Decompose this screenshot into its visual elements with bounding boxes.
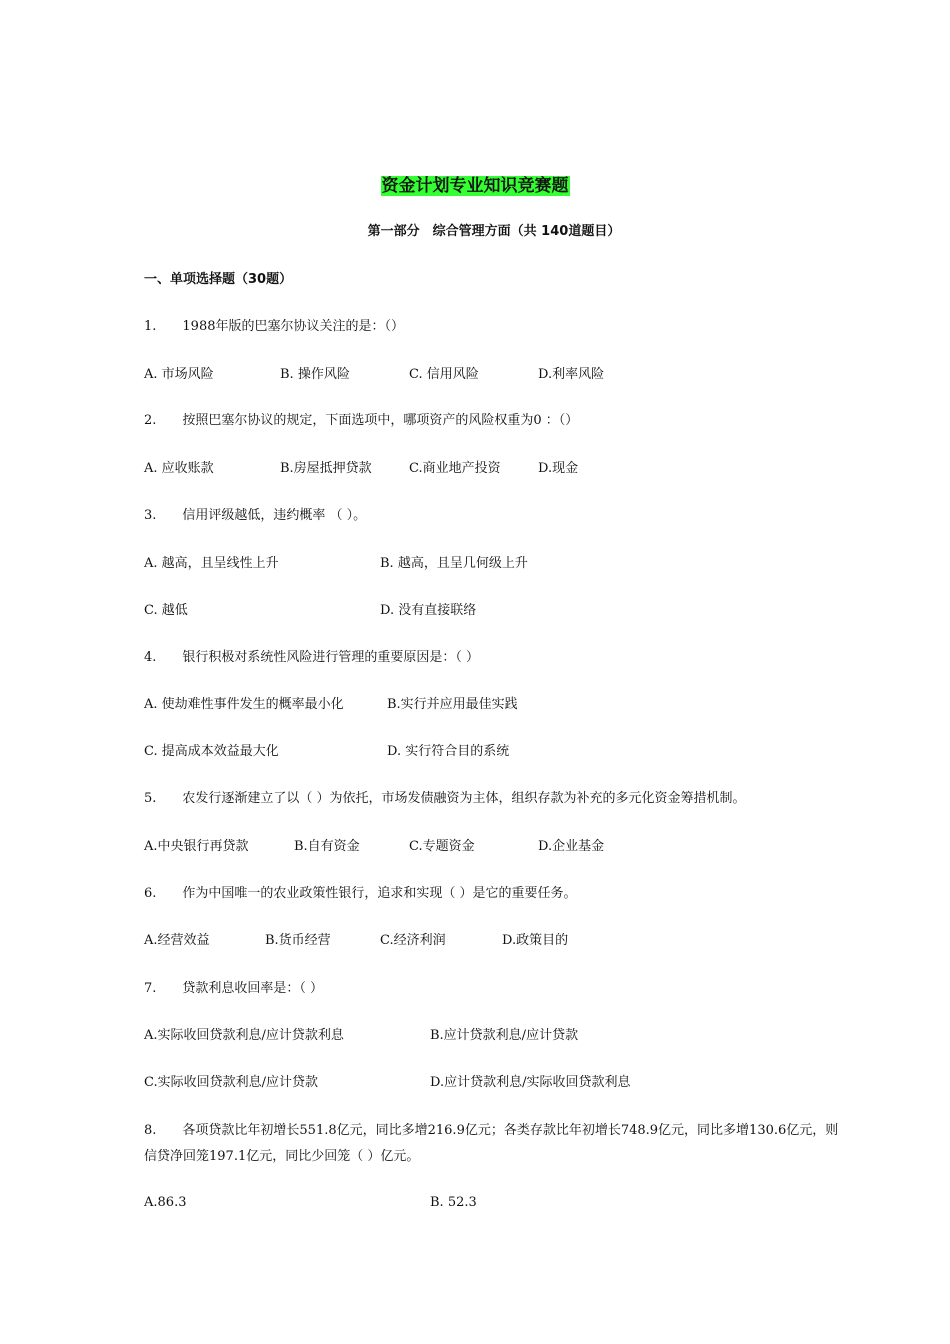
section-heading: 一、单项选择题（30题） (144, 272, 293, 287)
q1-option-b: B. 操作风险 (280, 367, 350, 382)
question-8: 8. 各项贷款比年初增长551.8亿元，同比多增216.9亿元；各类存款比年初增长748.9亿元，同比多增130.6亿元，则信贷净回笼197.1亿元，同比少回笼（ ）亿元。 (144, 1123, 839, 1164)
q6-option-d: D.政策目的 (502, 933, 569, 948)
question-1: 1. 1988年版的巴塞尔协议关注的是：（） (144, 319, 404, 334)
q4-option-b: B.实行并应用最佳实践 (387, 697, 518, 712)
q2-option-c: C.商业地产投资 (409, 461, 501, 476)
q7-option-a: A.实际收回贷款利息/应计贷款利息 (144, 1028, 344, 1043)
document-title (0, 174, 950, 198)
question-4: 4. 银行积极对系统性风险进行管理的重要原因是：（ ） (144, 650, 480, 665)
q1-option-a: A. 市场风险 (144, 367, 214, 382)
q3-option-b: B. 越高，且呈几何级上升 (380, 556, 528, 571)
q6-option-b: B.货币经营 (265, 933, 331, 948)
q8-option-a: A.86.3 (144, 1195, 187, 1210)
q5-option-b: B.自有资金 (294, 839, 360, 854)
part-heading: 第一部分 综合管理方面（共 140道题目） (367, 224, 621, 239)
q1-option-c: C. 信用风险 (409, 367, 479, 382)
q5-option-c: C.专题资金 (409, 839, 475, 854)
q7-option-b: B.应计贷款利息/应计贷款 (430, 1028, 579, 1043)
q5-option-d: D.企业基金 (538, 839, 605, 854)
q4-option-a: A. 使劫难性事件发生的概率最小化 (144, 697, 344, 712)
q1-option-d: D.利率风险 (538, 367, 605, 382)
question-5: 5. 农发行逐渐建立了以（ ）为依托，市场发债融资为主体，组织存款为补充的多元化资金筹措机制。 (144, 791, 746, 806)
question-7: 7. 贷款利息收回率是：（ ） (144, 981, 324, 996)
q3-option-a: A. 越高，且呈线性上升 (144, 556, 279, 571)
q3-option-c: C. 越低 (144, 603, 188, 618)
q2-option-a: A. 应收账款 (144, 461, 214, 476)
q7-option-d: D.应计贷款利息/实际收回贷款利息 (430, 1075, 631, 1090)
q4-option-c: C. 提高成本效益最大化 (144, 744, 279, 759)
q2-option-d: D.现金 (538, 461, 579, 476)
question-6: 6. 作为中国唯一的农业政策性银行，追求和实现（ ）是它的重要任务。 (144, 886, 577, 901)
q8-option-b: B. 52.3 (430, 1195, 477, 1210)
q7-option-c: C.实际收回贷款利息/应计贷款 (144, 1075, 318, 1090)
q6-option-c: C.经济利润 (380, 933, 446, 948)
q2-option-b: B.房屋抵押贷款 (280, 461, 372, 476)
title-highlight: 资金计划专业知识竞赛题 (381, 176, 569, 196)
q5-option-a: A.中央银行再贷款 (144, 839, 249, 854)
q6-option-a: A.经营效益 (144, 933, 210, 948)
q3-option-d: D. 没有直接联络 (380, 603, 477, 618)
q4-option-d: D. 实行符合目的系统 (387, 744, 510, 759)
question-2: 2. 按照巴塞尔协议的规定，下面选项中，哪项资产的风险权重为0 ：（） (144, 413, 579, 428)
question-3: 3. 信用评级越低，违约概率 （ ）。 (144, 508, 367, 523)
